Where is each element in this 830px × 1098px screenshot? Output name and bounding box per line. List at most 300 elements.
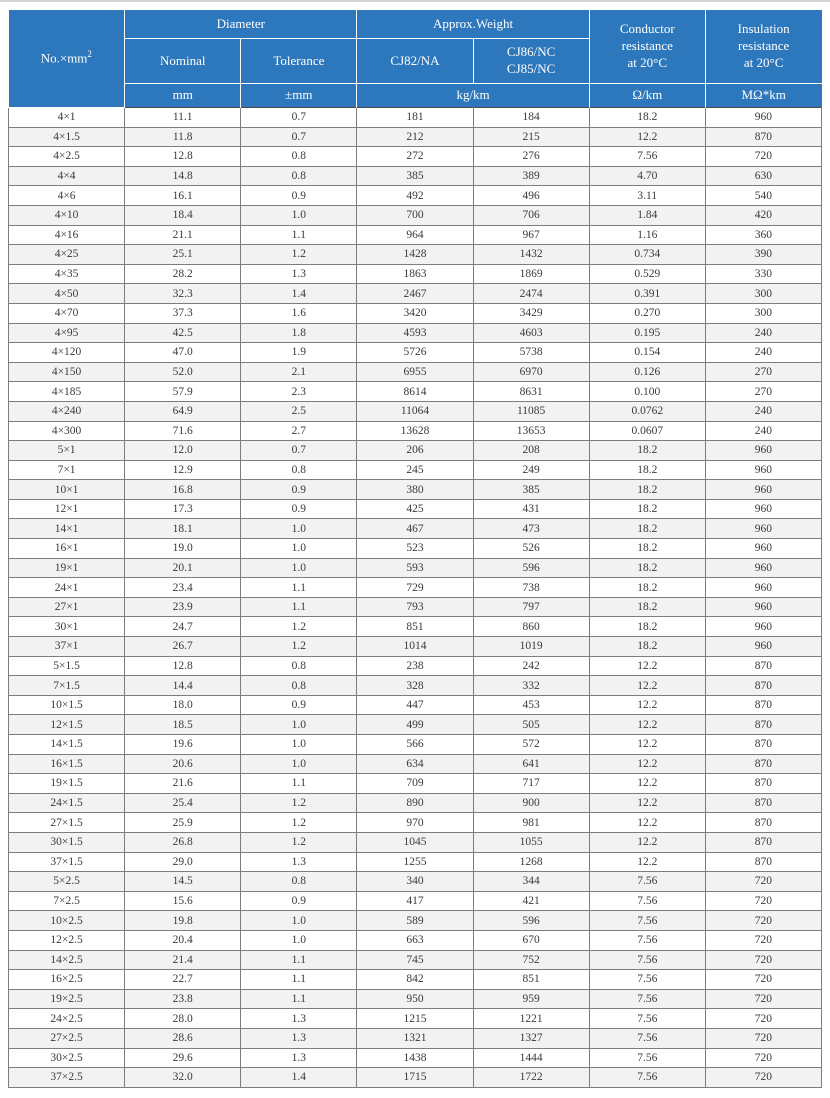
cell-conductor_resistance_ohm_km: 18.2 [589, 637, 705, 657]
cell-size: 4×185 [9, 382, 125, 402]
cell-size: 24×1.5 [9, 793, 125, 813]
cell-insulation_resistance_mohm_km: 870 [705, 754, 821, 774]
cell-tolerance_mm: 1.4 [241, 1068, 357, 1088]
cell-nominal_mm: 22.7 [125, 970, 241, 990]
cell-size: 4×95 [9, 323, 125, 343]
cell-insulation_resistance_mohm_km: 240 [705, 401, 821, 421]
cell-insulation_resistance_mohm_km: 360 [705, 225, 821, 245]
cell-insulation_resistance_mohm_km: 720 [705, 930, 821, 950]
cell-weight_cj86_cj85_nc: 385 [473, 480, 589, 500]
cell-conductor_resistance_ohm_km: 0.195 [589, 323, 705, 343]
cell-weight_cj86_cj85_nc: 670 [473, 930, 589, 950]
cell-tolerance_mm: 1.0 [241, 735, 357, 755]
cell-size: 16×1.5 [9, 754, 125, 774]
cell-insulation_resistance_mohm_km: 960 [705, 539, 821, 559]
cell-weight_cj86_cj85_nc: 208 [473, 441, 589, 461]
table-row [9, 637, 822, 657]
table-row [9, 715, 822, 735]
cell-size: 4×16 [9, 225, 125, 245]
cell-weight_cj86_cj85_nc: 11085 [473, 401, 589, 421]
cell-nominal_mm: 21.4 [125, 950, 241, 970]
cell-insulation_resistance_mohm_km: 330 [705, 264, 821, 284]
cell-weight_cj86_cj85_nc: 344 [473, 872, 589, 892]
cell-tolerance_mm: 1.3 [241, 1028, 357, 1048]
cell-weight_cj86_cj85_nc: 1722 [473, 1068, 589, 1088]
cell-nominal_mm: 12.0 [125, 441, 241, 461]
cell-size: 14×1.5 [9, 735, 125, 755]
cell-weight_cj86_cj85_nc: 13653 [473, 421, 589, 441]
table-row [9, 441, 822, 461]
cell-tolerance_mm: 1.2 [241, 245, 357, 265]
cell-weight_cj82_na: 1321 [357, 1028, 473, 1048]
cell-conductor_resistance_ohm_km: 7.56 [589, 1028, 705, 1048]
table-row [9, 460, 822, 480]
cell-tolerance_mm: 1.1 [241, 578, 357, 598]
cell-weight_cj82_na: 523 [357, 539, 473, 559]
cell-nominal_mm: 71.6 [125, 421, 241, 441]
conductor-resistance-line3: at 20°C [627, 54, 668, 70]
cell-conductor_resistance_ohm_km: 12.2 [589, 656, 705, 676]
cell-weight_cj82_na: 1045 [357, 832, 473, 852]
cell-weight_cj82_na: 842 [357, 970, 473, 990]
cell-weight_cj86_cj85_nc: 5738 [473, 343, 589, 363]
cell-weight_cj86_cj85_nc: 717 [473, 774, 589, 794]
cell-nominal_mm: 19.8 [125, 911, 241, 931]
cell-tolerance_mm: 1.0 [241, 930, 357, 950]
cell-nominal_mm: 32.0 [125, 1068, 241, 1088]
table-row [9, 421, 822, 441]
cell-tolerance_mm: 0.8 [241, 460, 357, 480]
cell-nominal_mm: 14.5 [125, 872, 241, 892]
cell-insulation_resistance_mohm_km: 540 [705, 186, 821, 206]
cell-nominal_mm: 21.1 [125, 225, 241, 245]
cell-size: 27×1.5 [9, 813, 125, 833]
cell-nominal_mm: 26.8 [125, 832, 241, 852]
cell-nominal_mm: 12.8 [125, 147, 241, 167]
cell-size: 27×2.5 [9, 1028, 125, 1048]
col-header-diameter: Diameter [125, 10, 357, 39]
cell-nominal_mm: 18.4 [125, 205, 241, 225]
cell-size: 14×1 [9, 519, 125, 539]
cell-weight_cj82_na: 593 [357, 558, 473, 578]
col-header-approx-weight: Approx.Weight [357, 10, 589, 39]
cell-size: 4×150 [9, 362, 125, 382]
cell-tolerance_mm: 0.8 [241, 147, 357, 167]
cell-size: 30×1.5 [9, 832, 125, 852]
cell-conductor_resistance_ohm_km: 12.2 [589, 695, 705, 715]
cell-nominal_mm: 57.9 [125, 382, 241, 402]
cell-conductor_resistance_ohm_km: 18.2 [589, 499, 705, 519]
cell-conductor_resistance_ohm_km: 18.2 [589, 108, 705, 128]
col-header-size [9, 10, 125, 108]
cell-tolerance_mm: 0.8 [241, 166, 357, 186]
cell-nominal_mm: 14.8 [125, 166, 241, 186]
cell-insulation_resistance_mohm_km: 960 [705, 460, 821, 480]
cell-tolerance_mm: 0.9 [241, 695, 357, 715]
cell-nominal_mm: 28.2 [125, 264, 241, 284]
table-row [9, 656, 822, 676]
cell-size: 37×1.5 [9, 852, 125, 872]
cell-conductor_resistance_ohm_km: 4.70 [589, 166, 705, 186]
cell-weight_cj86_cj85_nc: 1432 [473, 245, 589, 265]
cell-size: 19×1.5 [9, 774, 125, 794]
cell-size: 24×1 [9, 578, 125, 598]
cell-insulation_resistance_mohm_km: 870 [705, 735, 821, 755]
col-header-cj82-na: CJ82/NA [357, 39, 473, 84]
cell-nominal_mm: 23.9 [125, 597, 241, 617]
cell-size: 27×1 [9, 597, 125, 617]
unit-weight-kg-km: kg/km [357, 84, 589, 108]
cell-weight_cj82_na: 4593 [357, 323, 473, 343]
cell-insulation_resistance_mohm_km: 870 [705, 695, 821, 715]
cell-weight_cj86_cj85_nc: 1268 [473, 852, 589, 872]
cell-size: 14×2.5 [9, 950, 125, 970]
cell-nominal_mm: 12.9 [125, 460, 241, 480]
cell-weight_cj86_cj85_nc: 738 [473, 578, 589, 598]
table-row [9, 480, 822, 500]
cell-weight_cj86_cj85_nc: 1869 [473, 264, 589, 284]
cell-weight_cj86_cj85_nc: 526 [473, 539, 589, 559]
cell-size: 4×240 [9, 401, 125, 421]
cell-conductor_resistance_ohm_km: 0.734 [589, 245, 705, 265]
cell-tolerance_mm: 0.9 [241, 480, 357, 500]
cj85-line2: CJ85/NC [506, 61, 556, 76]
cell-size: 16×1 [9, 539, 125, 559]
cell-weight_cj86_cj85_nc: 473 [473, 519, 589, 539]
col-header-tolerance: Tolerance [241, 39, 357, 84]
cell-tolerance_mm: 0.9 [241, 891, 357, 911]
cell-insulation_resistance_mohm_km: 420 [705, 205, 821, 225]
cell-tolerance_mm: 1.2 [241, 813, 357, 833]
cell-insulation_resistance_mohm_km: 240 [705, 421, 821, 441]
table-row [9, 813, 822, 833]
cell-weight_cj82_na: 425 [357, 499, 473, 519]
cell-nominal_mm: 11.8 [125, 127, 241, 147]
cj86-line1: CJ86/NC [506, 44, 556, 60]
cell-insulation_resistance_mohm_km: 720 [705, 1028, 821, 1048]
cell-size: 19×1 [9, 558, 125, 578]
cell-weight_cj82_na: 238 [357, 656, 473, 676]
table-row [9, 539, 822, 559]
col-header-nominal: Nominal [125, 39, 241, 84]
cell-nominal_mm: 26.7 [125, 637, 241, 657]
cell-insulation_resistance_mohm_km: 870 [705, 715, 821, 735]
table-row [9, 891, 822, 911]
cell-conductor_resistance_ohm_km: 12.2 [589, 774, 705, 794]
cell-nominal_mm: 21.6 [125, 774, 241, 794]
cell-weight_cj82_na: 1428 [357, 245, 473, 265]
cell-insulation_resistance_mohm_km: 870 [705, 832, 821, 852]
cell-insulation_resistance_mohm_km: 960 [705, 499, 821, 519]
cell-tolerance_mm: 0.7 [241, 441, 357, 461]
cell-weight_cj82_na: 385 [357, 166, 473, 186]
cell-nominal_mm: 19.6 [125, 735, 241, 755]
col-header-cj86-cj85-nc [473, 39, 589, 84]
cell-size: 4×25 [9, 245, 125, 265]
cell-weight_cj82_na: 890 [357, 793, 473, 813]
cell-insulation_resistance_mohm_km: 270 [705, 362, 821, 382]
table-row [9, 323, 822, 343]
cell-conductor_resistance_ohm_km: 7.56 [589, 147, 705, 167]
cell-weight_cj82_na: 328 [357, 676, 473, 696]
cell-conductor_resistance_ohm_km: 7.56 [589, 911, 705, 931]
table-row [9, 225, 822, 245]
cell-insulation_resistance_mohm_km: 870 [705, 774, 821, 794]
cell-tolerance_mm: 0.8 [241, 872, 357, 892]
cell-weight_cj86_cj85_nc: 981 [473, 813, 589, 833]
cell-nominal_mm: 47.0 [125, 343, 241, 363]
cell-insulation_resistance_mohm_km: 960 [705, 578, 821, 598]
cell-weight_cj82_na: 206 [357, 441, 473, 461]
cell-weight_cj86_cj85_nc: 505 [473, 715, 589, 735]
cell-nominal_mm: 25.9 [125, 813, 241, 833]
table-row [9, 401, 822, 421]
cell-insulation_resistance_mohm_km: 960 [705, 519, 821, 539]
cell-conductor_resistance_ohm_km: 12.2 [589, 832, 705, 852]
cell-size: 12×1 [9, 499, 125, 519]
cell-size: 37×1 [9, 637, 125, 657]
cell-nominal_mm: 52.0 [125, 362, 241, 382]
cell-weight_cj82_na: 417 [357, 891, 473, 911]
cell-insulation_resistance_mohm_km: 270 [705, 382, 821, 402]
cell-size: 5×1 [9, 441, 125, 461]
cell-size: 4×50 [9, 284, 125, 304]
cell-tolerance_mm: 1.1 [241, 774, 357, 794]
cell-weight_cj86_cj85_nc: 959 [473, 989, 589, 1009]
cell-weight_cj82_na: 1215 [357, 1009, 473, 1029]
cell-weight_cj86_cj85_nc: 967 [473, 225, 589, 245]
unit-tolerance-mm: ±mm [241, 84, 357, 108]
cell-tolerance_mm: 1.1 [241, 989, 357, 1009]
cell-weight_cj86_cj85_nc: 1055 [473, 832, 589, 852]
cell-tolerance_mm: 1.0 [241, 539, 357, 559]
table-row [9, 108, 822, 128]
cell-weight_cj86_cj85_nc: 2474 [473, 284, 589, 304]
cell-insulation_resistance_mohm_km: 870 [705, 676, 821, 696]
cell-conductor_resistance_ohm_km: 0.270 [589, 303, 705, 323]
cell-tolerance_mm: 1.0 [241, 754, 357, 774]
cell-conductor_resistance_ohm_km: 0.126 [589, 362, 705, 382]
cell-weight_cj82_na: 1255 [357, 852, 473, 872]
cell-size: 4×10 [9, 205, 125, 225]
table-row [9, 832, 822, 852]
cell-conductor_resistance_ohm_km: 18.2 [589, 480, 705, 500]
cell-conductor_resistance_ohm_km: 18.2 [589, 578, 705, 598]
cell-weight_cj82_na: 566 [357, 735, 473, 755]
cell-size: 4×2.5 [9, 147, 125, 167]
cell-tolerance_mm: 1.0 [241, 558, 357, 578]
table-row [9, 930, 822, 950]
cell-weight_cj82_na: 729 [357, 578, 473, 598]
cell-tolerance_mm: 2.1 [241, 362, 357, 382]
cell-nominal_mm: 18.0 [125, 695, 241, 715]
table-row [9, 343, 822, 363]
cell-conductor_resistance_ohm_km: 18.2 [589, 597, 705, 617]
cell-size: 12×1.5 [9, 715, 125, 735]
table-row [9, 970, 822, 990]
cell-tolerance_mm: 1.0 [241, 715, 357, 735]
cell-nominal_mm: 29.6 [125, 1048, 241, 1068]
table-row [9, 735, 822, 755]
cell-weight_cj86_cj85_nc: 752 [473, 950, 589, 970]
table-row [9, 362, 822, 382]
cell-nominal_mm: 25.1 [125, 245, 241, 265]
cell-weight_cj86_cj85_nc: 6970 [473, 362, 589, 382]
cell-weight_cj82_na: 380 [357, 480, 473, 500]
cell-conductor_resistance_ohm_km: 1.16 [589, 225, 705, 245]
cell-weight_cj86_cj85_nc: 453 [473, 695, 589, 715]
cell-size: 7×1 [9, 460, 125, 480]
table-row [9, 911, 822, 931]
cell-conductor_resistance_ohm_km: 18.2 [589, 519, 705, 539]
cell-nominal_mm: 25.4 [125, 793, 241, 813]
cell-nominal_mm: 16.1 [125, 186, 241, 206]
cell-weight_cj86_cj85_nc: 1221 [473, 1009, 589, 1029]
header-row-units [9, 84, 822, 108]
cell-conductor_resistance_ohm_km: 12.2 [589, 754, 705, 774]
cell-size: 10×1.5 [9, 695, 125, 715]
table-row [9, 264, 822, 284]
cell-tolerance_mm: 0.8 [241, 676, 357, 696]
table-row [9, 578, 822, 598]
table-row [9, 558, 822, 578]
cell-weight_cj82_na: 793 [357, 597, 473, 617]
insulation-resistance-line2: resistance [738, 38, 790, 54]
cell-nominal_mm: 28.6 [125, 1028, 241, 1048]
header-row-groups [9, 10, 822, 39]
cell-insulation_resistance_mohm_km: 720 [705, 1048, 821, 1068]
page-top-divider [0, 0, 830, 2]
cell-weight_cj82_na: 272 [357, 147, 473, 167]
cell-size: 5×1.5 [9, 656, 125, 676]
cell-tolerance_mm: 1.8 [241, 323, 357, 343]
cell-tolerance_mm: 0.9 [241, 186, 357, 206]
table-row [9, 205, 822, 225]
cell-size: 7×1.5 [9, 676, 125, 696]
cell-size: 4×1 [9, 108, 125, 128]
cell-weight_cj86_cj85_nc: 496 [473, 186, 589, 206]
cell-nominal_mm: 20.6 [125, 754, 241, 774]
cell-conductor_resistance_ohm_km: 0.154 [589, 343, 705, 363]
cell-weight_cj82_na: 851 [357, 617, 473, 637]
cell-insulation_resistance_mohm_km: 960 [705, 617, 821, 637]
cell-weight_cj82_na: 499 [357, 715, 473, 735]
cell-weight_cj86_cj85_nc: 900 [473, 793, 589, 813]
cell-conductor_resistance_ohm_km: 0.0762 [589, 401, 705, 421]
cell-weight_cj86_cj85_nc: 8631 [473, 382, 589, 402]
cell-conductor_resistance_ohm_km: 7.56 [589, 1068, 705, 1088]
table-row [9, 1009, 822, 1029]
cell-size: 16×2.5 [9, 970, 125, 990]
cell-insulation_resistance_mohm_km: 960 [705, 480, 821, 500]
cell-conductor_resistance_ohm_km: 7.56 [589, 891, 705, 911]
table-row [9, 499, 822, 519]
cell-tolerance_mm: 1.1 [241, 970, 357, 990]
cell-size: 4×6 [9, 186, 125, 206]
table-header [9, 10, 822, 108]
cell-size: 10×2.5 [9, 911, 125, 931]
cell-insulation_resistance_mohm_km: 960 [705, 637, 821, 657]
cell-tolerance_mm: 1.2 [241, 793, 357, 813]
cell-conductor_resistance_ohm_km: 0.0607 [589, 421, 705, 441]
table-row [9, 774, 822, 794]
cell-weight_cj86_cj85_nc: 242 [473, 656, 589, 676]
cell-weight_cj86_cj85_nc: 572 [473, 735, 589, 755]
cell-weight_cj86_cj85_nc: 249 [473, 460, 589, 480]
cell-weight_cj86_cj85_nc: 1327 [473, 1028, 589, 1048]
cell-weight_cj82_na: 663 [357, 930, 473, 950]
cell-insulation_resistance_mohm_km: 960 [705, 558, 821, 578]
cell-conductor_resistance_ohm_km: 12.2 [589, 127, 705, 147]
cell-weight_cj82_na: 8614 [357, 382, 473, 402]
cell-tolerance_mm: 1.3 [241, 1048, 357, 1068]
cell-tolerance_mm: 2.7 [241, 421, 357, 441]
cell-insulation_resistance_mohm_km: 720 [705, 911, 821, 931]
cell-weight_cj86_cj85_nc: 1019 [473, 637, 589, 657]
cell-conductor_resistance_ohm_km: 3.11 [589, 186, 705, 206]
cell-weight_cj86_cj85_nc: 860 [473, 617, 589, 637]
cell-weight_cj86_cj85_nc: 184 [473, 108, 589, 128]
cell-conductor_resistance_ohm_km: 7.56 [589, 970, 705, 990]
cell-weight_cj82_na: 181 [357, 108, 473, 128]
cell-weight_cj82_na: 245 [357, 460, 473, 480]
cell-nominal_mm: 28.0 [125, 1009, 241, 1029]
cell-size: 12×2.5 [9, 930, 125, 950]
table-row [9, 793, 822, 813]
cell-conductor_resistance_ohm_km: 12.2 [589, 852, 705, 872]
cell-insulation_resistance_mohm_km: 720 [705, 147, 821, 167]
table-row [9, 186, 822, 206]
cell-tolerance_mm: 1.2 [241, 832, 357, 852]
cell-conductor_resistance_ohm_km: 0.391 [589, 284, 705, 304]
cell-insulation_resistance_mohm_km: 720 [705, 872, 821, 892]
cell-weight_cj82_na: 3420 [357, 303, 473, 323]
cell-size: 24×2.5 [9, 1009, 125, 1029]
cell-nominal_mm: 37.3 [125, 303, 241, 323]
cell-insulation_resistance_mohm_km: 870 [705, 127, 821, 147]
cell-nominal_mm: 18.5 [125, 715, 241, 735]
cell-nominal_mm: 11.1 [125, 108, 241, 128]
table-row [9, 303, 822, 323]
cell-weight_cj86_cj85_nc: 706 [473, 205, 589, 225]
cell-nominal_mm: 23.8 [125, 989, 241, 1009]
cell-insulation_resistance_mohm_km: 720 [705, 1009, 821, 1029]
cell-tolerance_mm: 1.3 [241, 1009, 357, 1029]
cell-weight_cj86_cj85_nc: 4603 [473, 323, 589, 343]
cell-conductor_resistance_ohm_km: 1.84 [589, 205, 705, 225]
table-body [9, 108, 822, 1088]
cell-insulation_resistance_mohm_km: 960 [705, 441, 821, 461]
cell-weight_cj86_cj85_nc: 389 [473, 166, 589, 186]
cell-weight_cj86_cj85_nc: 215 [473, 127, 589, 147]
table-row [9, 245, 822, 265]
cell-weight_cj82_na: 964 [357, 225, 473, 245]
cell-conductor_resistance_ohm_km: 7.56 [589, 872, 705, 892]
table-row [9, 147, 822, 167]
cell-nominal_mm: 32.3 [125, 284, 241, 304]
cell-insulation_resistance_mohm_km: 720 [705, 950, 821, 970]
table-row [9, 284, 822, 304]
cell-tolerance_mm: 0.9 [241, 499, 357, 519]
unit-nominal-mm: mm [125, 84, 241, 108]
cell-conductor_resistance_ohm_km: 0.529 [589, 264, 705, 284]
cell-size: 4×70 [9, 303, 125, 323]
table-row [9, 597, 822, 617]
cell-conductor_resistance_ohm_km: 18.2 [589, 617, 705, 637]
cell-tolerance_mm: 1.0 [241, 519, 357, 539]
cell-tolerance_mm: 1.9 [241, 343, 357, 363]
cell-tolerance_mm: 0.7 [241, 127, 357, 147]
